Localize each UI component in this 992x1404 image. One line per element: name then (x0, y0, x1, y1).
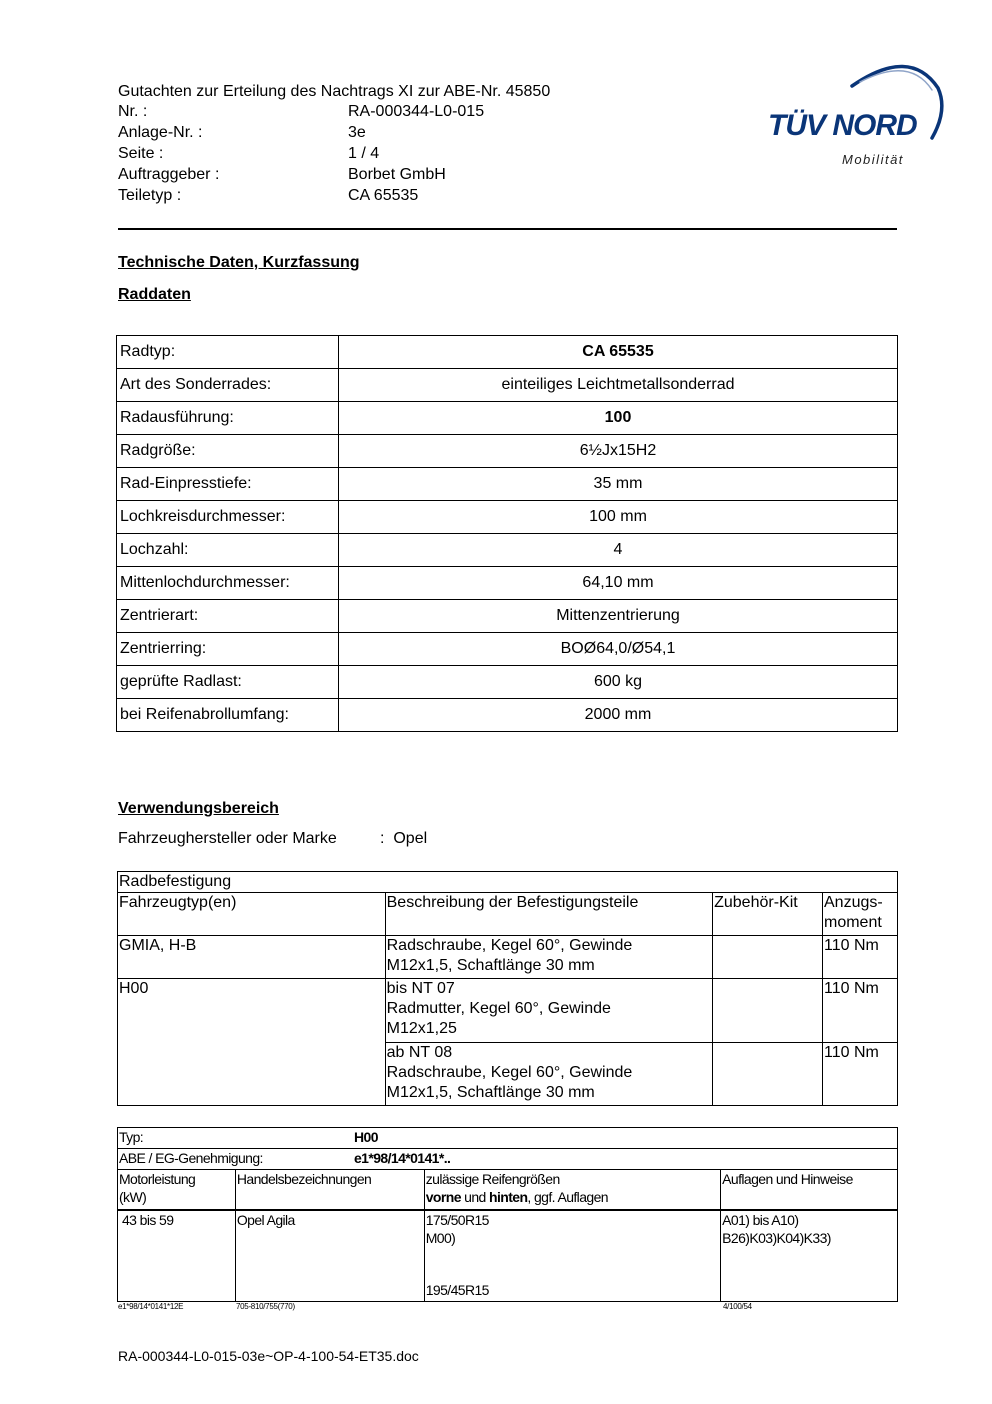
row-label: geprüfte Radlast: (117, 666, 339, 699)
note-right: 4/100/54 (723, 1302, 752, 1311)
row-label: Rad-Einpresstiefe: (117, 468, 339, 501)
row-label: Zentrierring: (117, 633, 339, 666)
radbefestigung-title: Radbefestigung (118, 872, 898, 893)
table-row (117, 600, 898, 633)
row-value: einteiliges Leichtmetallsonderrad (339, 369, 898, 402)
report-title: Gutachten zur Erteilung des Nachtrags XI zur ABE-Nr. 45850 (118, 83, 551, 100)
row-label: Zentrierart: (117, 600, 339, 633)
row-label: Lochzahl: (117, 534, 339, 567)
reifen-line: 195/45R15 (425, 1281, 489, 1298)
header-line: (kW) (119, 1189, 147, 1205)
maker-sep: : (380, 830, 385, 847)
cell-handel: Opel Agila (235, 1210, 424, 1302)
row-label: Radtyp: (117, 336, 339, 369)
logo-subtitle: Mobilität (842, 152, 904, 167)
header-label: Auftraggeber : (118, 166, 220, 183)
typ-value: H00 (354, 1129, 378, 1145)
header-line (426, 1188, 719, 1206)
table-row (117, 501, 898, 534)
table-row (117, 699, 898, 732)
row-value: 100 (339, 402, 898, 435)
typ-row (118, 1128, 898, 1149)
cell-kit (713, 1043, 823, 1106)
col-header-fahrzeugtyp: Fahrzeugtyp(en) (118, 893, 386, 936)
cell-kit (713, 979, 823, 1043)
cell-typ: H00 (118, 979, 386, 1106)
row-value: 35 mm (339, 468, 898, 501)
col-header-reifen (424, 1170, 720, 1210)
abe-value: e1*98/14*0141*.. (354, 1150, 451, 1166)
maker-value: Opel (393, 830, 428, 847)
col-header-beschreibung: Beschreibung der Befestigungsteile (385, 893, 712, 936)
desc-line: M12x1,25 (386, 1020, 457, 1037)
cell-moment: 110 Nm (823, 979, 898, 1043)
maker-line (118, 829, 428, 849)
table-row (118, 979, 898, 1043)
row-value: Mittenzentrierung (339, 600, 898, 633)
table-row (117, 666, 898, 699)
row-label: Mittenlochdurchmesser: (117, 567, 339, 600)
header-row-seite (118, 144, 380, 164)
row-value: 600 kg (339, 666, 898, 699)
abe-row (118, 1149, 898, 1170)
header-value: Borbet GmbH (348, 166, 446, 183)
row-value: 4 (339, 534, 898, 567)
desc-line: M12x1,5, Schaftlänge 30 mm (386, 957, 595, 974)
header-value: 1 / 4 (348, 145, 380, 162)
table-row (117, 567, 898, 600)
cell-kit (713, 936, 823, 979)
typ-header-row (118, 1170, 898, 1210)
row-label: Lochkreisdurchmesser: (117, 501, 339, 534)
und-label: und (460, 1189, 490, 1205)
table-row (117, 336, 898, 369)
section-heading-tech: Technische Daten, Kurzfassung (118, 254, 360, 271)
table-row (117, 402, 898, 435)
reifen-line: M00) (425, 1229, 456, 1246)
header-label: Anlage-Nr. : (118, 124, 203, 141)
row-value: 64,10 mm (339, 567, 898, 600)
cell-typ: GMIA, H-B (118, 936, 386, 979)
tuev-nord-logo (760, 58, 945, 173)
note-mid: 705-810/755(770) (236, 1302, 295, 1311)
spacer (426, 1247, 719, 1281)
radbefestigung-table (117, 871, 898, 1106)
typ-label: Typ: (119, 1129, 144, 1145)
row-value: 6½Jx15H2 (339, 435, 898, 468)
table-row (118, 936, 898, 979)
col-header-anzugsmoment (823, 893, 898, 936)
header-line: Anzugs- (824, 894, 883, 911)
logo-brand: TÜV NORD (768, 109, 917, 142)
header-label: Teiletyp : (118, 187, 182, 204)
col-header-handel: Handelsbezeichnungen (235, 1170, 424, 1210)
table-row (117, 369, 898, 402)
typ-data-row (118, 1210, 898, 1302)
col-header-motor (118, 1170, 236, 1210)
desc-line: bis NT 07 (386, 980, 455, 997)
auflagen-line: B26)K03)K04)K33) (722, 1229, 831, 1246)
col-header-auflagen: Auflagen und Hinweise (721, 1170, 898, 1210)
row-value: 2000 mm (339, 699, 898, 732)
table-row (118, 872, 898, 893)
header-row-anlage (118, 123, 366, 143)
cell-desc (385, 1043, 712, 1106)
row-value: 100 mm (339, 501, 898, 534)
footer-filename: RA-000344-L0-015-03e~OP-4-100-54-ET35.doc (118, 1348, 419, 1364)
cell-moment: 110 Nm (823, 1043, 898, 1106)
table-header-row (118, 893, 898, 936)
header-line: Motorleistung (119, 1171, 196, 1187)
vorne-label: vorne (425, 1189, 461, 1205)
typ-line (118, 1128, 898, 1149)
abe-line (118, 1149, 898, 1170)
hinten-label: hinten (489, 1189, 528, 1205)
cell-desc (385, 936, 712, 979)
maker-label: Fahrzeughersteller oder Marke (118, 830, 337, 847)
header-divider (118, 228, 897, 230)
cell-motor: 43 bis 59 (118, 1210, 236, 1302)
raddaten-table (116, 335, 898, 732)
desc-line: Radschraube, Kegel 60°, Gewinde (386, 937, 633, 954)
desc-line: M12x1,5, Schaftlänge 30 mm (386, 1084, 595, 1101)
cell-reifen (424, 1210, 720, 1302)
cell-auflagen (721, 1210, 898, 1302)
row-label: bei Reifenabrollumfang: (117, 699, 339, 732)
table-row (117, 468, 898, 501)
row-value: BOØ64,0/Ø54,1 (339, 633, 898, 666)
header-line: moment (824, 914, 882, 931)
reifen-line: 175/50R15 (425, 1211, 489, 1228)
header-row-auftraggeber (118, 165, 446, 185)
header-value: RA-000344-L0-015 (348, 103, 485, 120)
note-left: e1*98/14*0141*12E (118, 1302, 184, 1311)
row-label: Radgröße: (117, 435, 339, 468)
header-label: Nr. : (118, 103, 148, 120)
desc-line: Radschraube, Kegel 60°, Gewinde (386, 1064, 633, 1081)
table-row (117, 435, 898, 468)
section-heading-raddaten: Raddaten (118, 286, 191, 303)
maker-value-wrap (380, 829, 427, 849)
header-line: zulässige Reifengrößen (425, 1171, 560, 1187)
table-row (117, 534, 898, 567)
table-row (117, 633, 898, 666)
cell-desc (385, 979, 712, 1043)
section-heading-verwendung: Verwendungsbereich (118, 800, 279, 817)
cell-moment: 110 Nm (823, 936, 898, 979)
typ-table (117, 1127, 898, 1302)
desc-line: Radmutter, Kegel 60°, Gewinde (386, 1000, 611, 1017)
row-label: Art des Sonderrades: (117, 369, 339, 402)
abe-label: ABE / EG-Genehmigung: (119, 1150, 263, 1166)
auflagen-line: A01) bis A10) (722, 1211, 799, 1228)
header-value: CA 65535 (348, 187, 419, 204)
row-value: CA 65535 (339, 336, 898, 369)
header-row-nr (118, 102, 485, 122)
auflagen-suffix: , ggf. Auflagen (527, 1189, 608, 1205)
desc-line: ab NT 08 (386, 1044, 453, 1061)
header-row-teiletyp (118, 186, 419, 206)
header-value: 3e (348, 124, 366, 141)
row-label: Radausführung: (117, 402, 339, 435)
col-header-zubehoer: Zubehör-Kit (713, 893, 823, 936)
header-label: Seite : (118, 145, 164, 162)
